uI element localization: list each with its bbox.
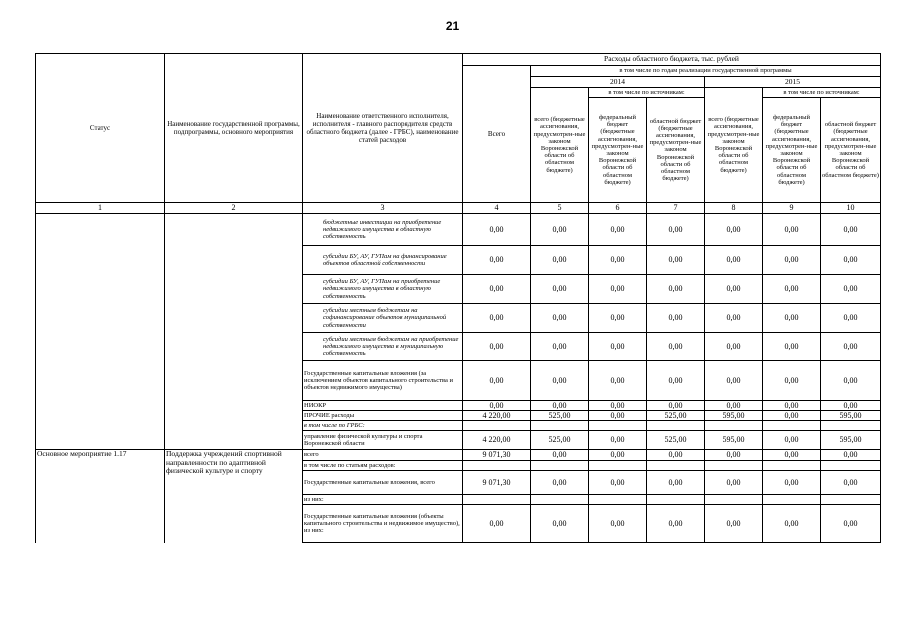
value-cell: 525,00: [531, 431, 589, 450]
header-sources-2015: в том числе по источникам:: [763, 88, 881, 98]
row-label: Государственные капитальные вложения (объекты капитального строительства и недвижимое имущество), из них:: [303, 505, 463, 543]
value-cell: [705, 495, 763, 505]
value-cell: [763, 461, 821, 471]
value-cell: 595,00: [821, 411, 881, 421]
row-label: управление физической культуры и спорта Воронежской области: [303, 431, 463, 450]
value-cell: 0,00: [821, 450, 881, 461]
value-cell: 0,00: [705, 333, 763, 361]
value-cell: [531, 495, 589, 505]
value-cell: 9 071,30: [463, 471, 531, 495]
row-label: субсидии местным бюджетам на софинансирование объектов муниципальной собственности: [303, 304, 463, 333]
value-cell: 525,00: [531, 411, 589, 421]
value-cell: [821, 495, 881, 505]
header-sources-2014: в том числе по источникам:: [589, 88, 705, 98]
value-cell: 0,00: [763, 275, 821, 304]
value-cell: [463, 461, 531, 471]
value-cell: 0,00: [821, 401, 881, 411]
value-cell: 0,00: [589, 246, 647, 275]
header-reg-2014: областной бюджет (бюджетные ассигнования, предусмотрен-ные законом Воронежской области об областном бюджете): [647, 98, 705, 203]
header-total: Всего: [463, 66, 531, 203]
row-label: ПРОЧИЕ расходы: [303, 411, 463, 421]
value-cell: 525,00: [647, 411, 705, 421]
value-cell: 0,00: [705, 450, 763, 461]
header-all-2014: всего (бюджетные ассигнования, предусмотрен-ные законом Воронежской области об областном бюджете): [531, 88, 589, 203]
value-cell: 0,00: [589, 505, 647, 543]
value-cell: 0,00: [647, 214, 705, 246]
value-cell: 0,00: [531, 505, 589, 543]
value-cell: 0,00: [463, 246, 531, 275]
value-cell: 4 220,00: [463, 431, 531, 450]
value-cell: 0,00: [531, 214, 589, 246]
value-cell: 0,00: [763, 246, 821, 275]
value-cell: 0,00: [531, 401, 589, 411]
value-cell: 0,00: [705, 505, 763, 543]
value-cell: 0,00: [705, 304, 763, 333]
header-by-years: в том числе по годам реализации государственной программы: [531, 66, 881, 77]
budget-table: [35, 53, 881, 543]
value-cell: 0,00: [821, 471, 881, 495]
value-cell: 0,00: [589, 361, 647, 401]
col-number: 4: [463, 203, 531, 214]
value-cell: 0,00: [647, 471, 705, 495]
header-fed-2015: федеральный бюджет (бюджетные ассигнования, предусмотрен-ные законом Воронежской области об областном бюджете): [763, 98, 821, 203]
value-cell: 0,00: [821, 361, 881, 401]
value-cell: 0,00: [463, 275, 531, 304]
value-cell: 0,00: [589, 304, 647, 333]
value-cell: 0,00: [463, 505, 531, 543]
row-label: НИОКР: [303, 401, 463, 411]
value-cell: 0,00: [589, 275, 647, 304]
value-cell: 0,00: [531, 471, 589, 495]
value-cell: [763, 421, 821, 431]
value-cell: 0,00: [763, 304, 821, 333]
value-cell: 0,00: [647, 361, 705, 401]
col-number: 1: [36, 203, 165, 214]
value-cell: 0,00: [705, 246, 763, 275]
value-cell: 0,00: [647, 246, 705, 275]
value-cell: 0,00: [589, 431, 647, 450]
value-cell: 0,00: [705, 214, 763, 246]
value-cell: 0,00: [647, 401, 705, 411]
value-cell: 0,00: [821, 246, 881, 275]
value-cell: 595,00: [705, 411, 763, 421]
value-cell: 0,00: [531, 333, 589, 361]
value-cell: 0,00: [589, 333, 647, 361]
col-number: 9: [763, 203, 821, 214]
col-number: 7: [647, 203, 705, 214]
value-cell: 0,00: [647, 333, 705, 361]
header-year-2014: 2014: [531, 77, 705, 88]
col-number: 8: [705, 203, 763, 214]
value-cell: 0,00: [705, 361, 763, 401]
value-cell: 595,00: [821, 431, 881, 450]
value-cell: [463, 421, 531, 431]
value-cell: 0,00: [763, 361, 821, 401]
row-label: субсидии БУ, АУ, ГУПам на приобретение недвижимого имущества в областную собственность: [303, 275, 463, 304]
col-number: 6: [589, 203, 647, 214]
value-cell: 525,00: [647, 431, 705, 450]
row-label: всего: [303, 450, 463, 461]
value-cell: 0,00: [763, 333, 821, 361]
value-cell: 0,00: [763, 431, 821, 450]
col-number: 2: [165, 203, 303, 214]
header-program-name: Наименование государственной программы, подпрограммы, основного мероприятия: [165, 54, 303, 203]
value-cell: [821, 461, 881, 471]
row-label: в том числе по статьям расходов:: [303, 461, 463, 471]
value-cell: [705, 461, 763, 471]
value-cell: 0,00: [763, 401, 821, 411]
value-cell: 0,00: [463, 361, 531, 401]
value-cell: 0,00: [463, 333, 531, 361]
value-cell: 0,00: [763, 411, 821, 421]
value-cell: 4 220,00: [463, 411, 531, 421]
value-cell: [647, 495, 705, 505]
value-cell: 0,00: [821, 275, 881, 304]
value-cell: [589, 495, 647, 505]
value-cell: 0,00: [821, 505, 881, 543]
header-budget: Расходы областного бюджета, тыс. рублей: [463, 54, 881, 66]
value-cell: 0,00: [531, 275, 589, 304]
value-cell: 0,00: [647, 275, 705, 304]
value-cell: [705, 421, 763, 431]
value-cell: 595,00: [705, 431, 763, 450]
value-cell: [821, 421, 881, 431]
header-all-2015: всего (бюджетные ассигнования, предусмотрен-ные законом Воронежской области об областном бюджете): [705, 88, 763, 203]
value-cell: 0,00: [531, 304, 589, 333]
value-cell: 0,00: [763, 450, 821, 461]
value-cell: 0,00: [821, 333, 881, 361]
value-cell: 0,00: [531, 246, 589, 275]
header-year-2015: 2015: [705, 77, 881, 88]
value-cell: 0,00: [531, 361, 589, 401]
page-number: 21: [445, 19, 460, 33]
program-name-cell: [165, 214, 303, 450]
value-cell: 0,00: [647, 450, 705, 461]
measure-status: Основное мероприятие 1.17: [36, 450, 165, 543]
value-cell: 0,00: [463, 304, 531, 333]
header-reg-2015: областной бюджет (бюджетные ассигнования, предусмотрен-ные законом Воронежской области об областном бюджете): [821, 98, 881, 203]
value-cell: 0,00: [589, 411, 647, 421]
row-label: субсидии БУ, АУ, ГУПам на финансирование объектов областной собственности: [303, 246, 463, 275]
row-label: Государственные капитальные вложения, всего: [303, 471, 463, 495]
value-cell: 0,00: [531, 450, 589, 461]
value-cell: 0,00: [763, 471, 821, 495]
value-cell: [463, 495, 531, 505]
value-cell: 0,00: [463, 401, 531, 411]
status-cell: [36, 214, 165, 450]
value-cell: 0,00: [705, 401, 763, 411]
value-cell: 0,00: [463, 214, 531, 246]
row-label: Государственные капитальные вложения (за исключением объектов капитального строительства и объектов недвижимого имущества): [303, 361, 463, 401]
value-cell: [647, 461, 705, 471]
value-cell: 0,00: [821, 304, 881, 333]
value-cell: [531, 421, 589, 431]
value-cell: 9 071,30: [463, 450, 531, 461]
col-number: 3: [303, 203, 463, 214]
row-label: из них:: [303, 495, 463, 505]
value-cell: 0,00: [647, 304, 705, 333]
header-status: Статус: [36, 54, 165, 203]
value-cell: 0,00: [589, 214, 647, 246]
value-cell: [531, 461, 589, 471]
value-cell: [589, 421, 647, 431]
value-cell: 0,00: [763, 505, 821, 543]
value-cell: 0,00: [589, 450, 647, 461]
row-label: субсидии местным бюджетам на приобретение недвижимого имущества в муниципальную собственность: [303, 333, 463, 361]
header-fed-2014: федеральный бюджет (бюджетные ассигнования, предусмотрен-ные законом Воронежской области об областном бюджете): [589, 98, 647, 203]
value-cell: 0,00: [821, 214, 881, 246]
value-cell: [589, 461, 647, 471]
value-cell: 0,00: [705, 471, 763, 495]
row-label: в том числе по ГРБС:: [303, 421, 463, 431]
value-cell: [763, 495, 821, 505]
col-number: 10: [821, 203, 881, 214]
col-number: 5: [531, 203, 589, 214]
value-cell: 0,00: [705, 275, 763, 304]
header-executor: Наименование ответственного исполнителя, исполнителя - главного распорядителя средств областного бюджета (далее - ГРБС), наименование статей расходов: [303, 54, 463, 203]
value-cell: 0,00: [589, 471, 647, 495]
value-cell: 0,00: [589, 401, 647, 411]
row-label: бюджетные инвестиции на приобретение недвижимого имущества в областную собственность: [303, 214, 463, 246]
value-cell: 0,00: [763, 214, 821, 246]
value-cell: [647, 421, 705, 431]
measure-name: Поддержка учреждений спортивной направленности по адаптивной физической культуре и спорту: [165, 450, 303, 543]
value-cell: 0,00: [647, 505, 705, 543]
